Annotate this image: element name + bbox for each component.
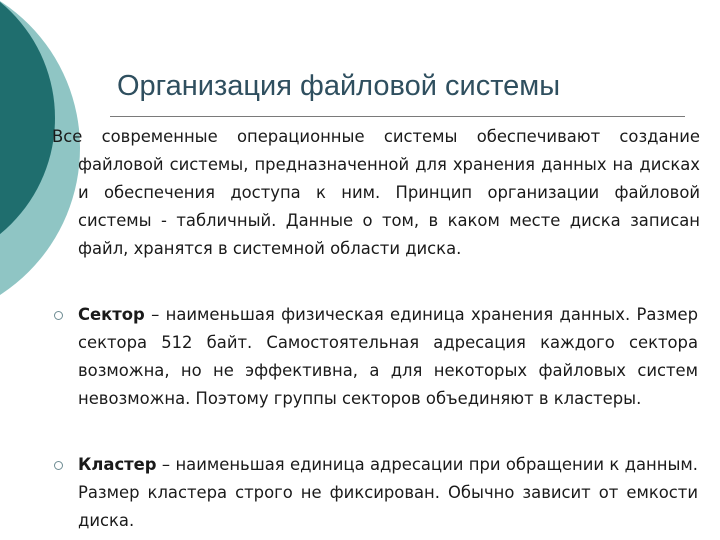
definition-sector: – наименьшая физическая единица хранения данных. Размер сектора 512 байт. Самостоятельная адресация каждого сектора возможна, но не эффективна, а для некоторых файловых систем невозможна. Поэтому группы секторов объединяют в кластеры.	[78, 305, 698, 408]
term-sector: Сектор	[78, 305, 145, 324]
bullet-circle-icon	[54, 461, 63, 470]
bullet-cluster	[78, 451, 698, 535]
bullet-circle-icon	[54, 311, 63, 320]
slide-title: Организация файловой системы	[117, 70, 561, 102]
term-cluster: Кластер	[78, 455, 157, 474]
intro-text: Все современные операционные системы обеспечивают создание файловой системы, предназначенной для хранения данных на дисках и обеспечения доступа к ним. Принцип организации файловой системы - табличный. Данные о том, в каком месте диска записан файл, хранятся в системной области диска.	[52, 127, 700, 258]
bullet-sector	[78, 301, 698, 413]
intro-paragraph	[52, 123, 700, 263]
definition-cluster: – наименьшая единица адресации при обращении к данным. Размер кластера строго не фиксирован. Обычно зависит от емкости диска.	[78, 455, 698, 530]
title-divider	[110, 116, 685, 117]
